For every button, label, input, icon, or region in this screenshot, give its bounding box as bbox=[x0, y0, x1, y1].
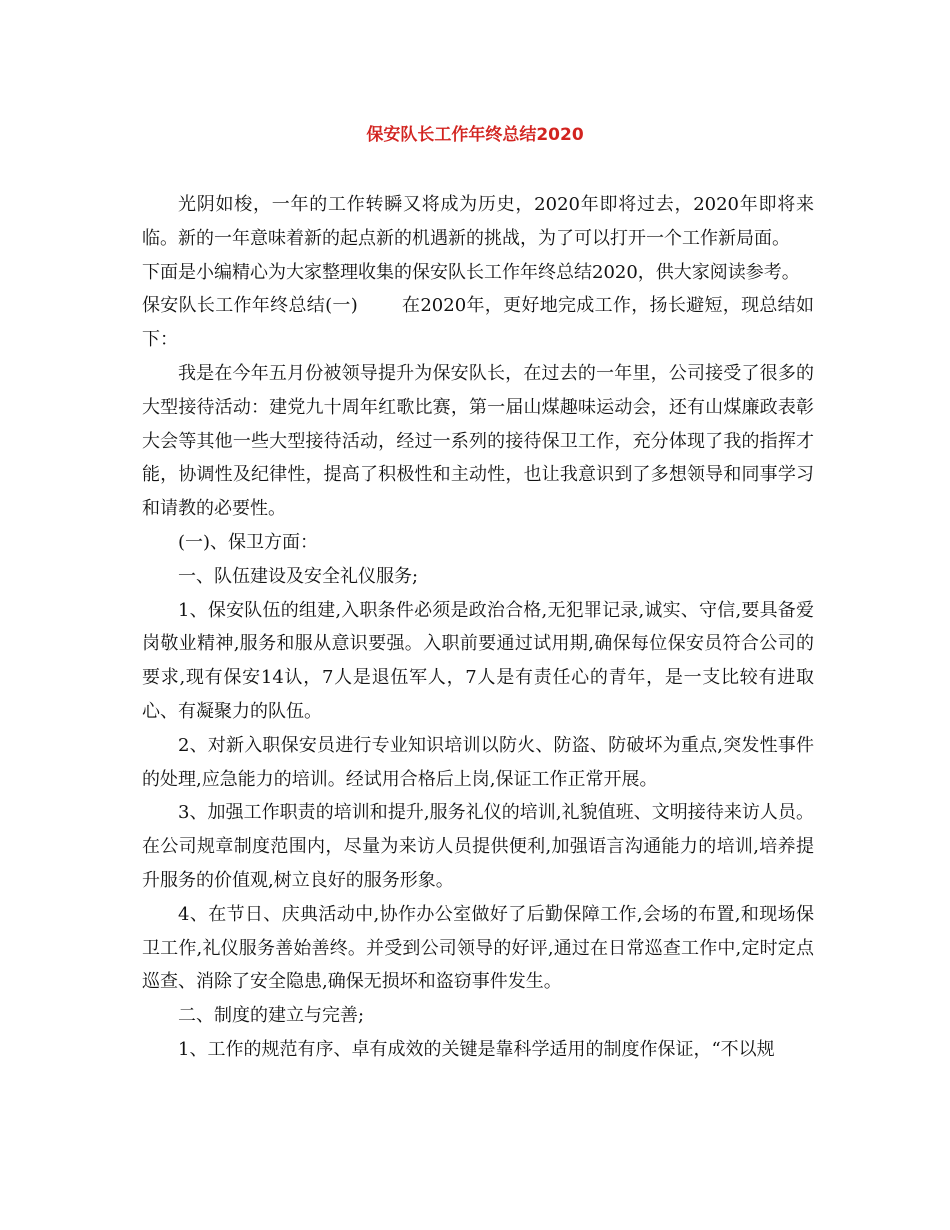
section-heading: (一)、保卫方面： bbox=[178, 531, 319, 553]
paragraph: 2、对新入职保安员进行专业知识培训以防火、防盗、防破坏为重点,突发性事件的处理,应急能力的培训。经试用合格后上岗,保证工作正常开展。 bbox=[142, 734, 814, 790]
paragraph: 1、保安队伍的组建,入职条件必须是政治合格,无犯罪记录,诚实、守信,要具备爱岗敬业精神,服务和服从意识要强。入职前要通过试用期,确保每位保安员符合公司的要求,现有保安14认，7人是退伍军人，7人是有责任心的青年，是一支比较有进取心、有凝聚力的队伍。 bbox=[142, 599, 814, 722]
intro-paragraph-2: 下面是小编精心为大家整理收集的保安队长工作年终总结2020，供大家阅读参考。 bbox=[142, 261, 800, 283]
sub-heading-text: 在2020年，更好地完成工作，扬长避短，现总结如下： bbox=[142, 295, 814, 351]
sub-heading-line bbox=[142, 289, 814, 357]
intro-paragraph: 光阴如梭，一年的工作转瞬又将成为历史，2020年即将过去，2020年即将来临。新的一年意味着新的起点新的机遇新的挑战，为了可以打开一个工作新局面。 bbox=[142, 194, 814, 249]
paragraph: 4、在节日、庆典活动中,协作办公室做好了后勤保障工作,会场的布置,和现场保卫工作,礼仪服务善始善终。并受到公司领导的好评,通过在日常巡查工作中,定时定点巡查、消除了安全隐患,确保无损坏和盗窃事件发生。 bbox=[142, 903, 814, 993]
paragraph: 1、工作的规范有序、卓有成效的关键是靠科学适用的制度作保证，“不以规 bbox=[178, 1038, 775, 1060]
sub-heading: 保安队长工作年终总结(一) bbox=[142, 295, 358, 317]
section-heading: 二、制度的建立与完善; bbox=[178, 1005, 365, 1027]
document-body bbox=[142, 188, 814, 1067]
page-title: 保安队长工作年终总结2020 bbox=[366, 125, 584, 145]
paragraph: 我是在今年五月份被领导提升为保安队长，在过去的一年里，公司接受了很多的大型接待活动：建党九十周年红歌比赛，第一届山煤趣味运动会，还有山煤廉政表彰大会等其他一些大型接待活动，经过一系列的接待保卫工作，充分体现了我的指挥才能，协调性及纪律性，提高了积极性和主动性，也让我意识到了多想领导和同事学习和请教的必要性。 bbox=[142, 362, 814, 520]
section-heading: 一、队伍建设及安全礼仪服务; bbox=[178, 565, 419, 587]
paragraph: 3、加强工作职责的培训和提升,服务礼仪的培训,礼貌值班、文明接待来访人员。在公司规章制度范围内，尽量为来访人员提供便利,加强语言沟通能力的培训,培养提升服务的价值观,树立良好的服务形象。 bbox=[142, 802, 814, 891]
